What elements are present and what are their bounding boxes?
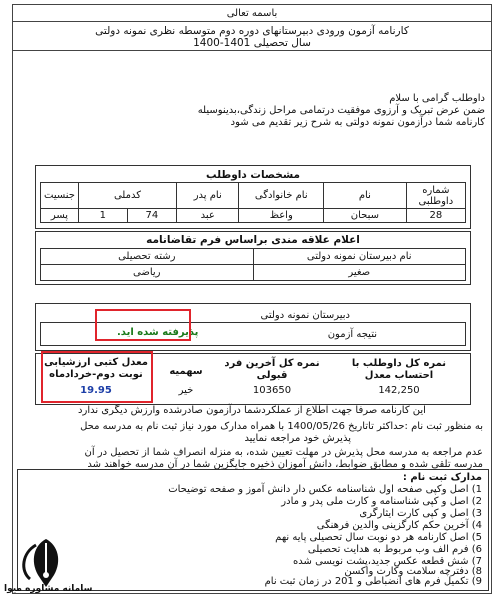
result-label: نتیجه آزمون bbox=[327, 329, 377, 340]
gpa-score: 19.95 bbox=[80, 385, 112, 396]
document-item: 2) اصل و کپی شناسنامه و کارت ملی پدر و مادر bbox=[281, 496, 482, 507]
greeting: داوطلب گرامی با سلام bbox=[389, 93, 485, 104]
total-score: 142,250 bbox=[378, 385, 420, 396]
value-cell: صغیر bbox=[253, 265, 466, 281]
header-cell: رشته تحصیلی bbox=[41, 249, 254, 265]
value-cell: واعظ bbox=[239, 209, 324, 223]
document-item: 5) اصل کارنامه هر دو نوبت سال تحصیلی پایه نهم bbox=[275, 532, 482, 543]
status-highlight bbox=[95, 309, 191, 341]
report-card bbox=[12, 4, 492, 594]
candidate-section bbox=[35, 165, 471, 229]
intro-line: کارنامه شما درآزمون نمونه دولتی به شرح زیر تقدیم می شود bbox=[230, 117, 485, 128]
gpa-highlight bbox=[41, 351, 153, 403]
bismillah: باسمه تعالی bbox=[226, 8, 278, 19]
documents-title: مدارک ثبت نام : bbox=[402, 472, 482, 483]
document-item: 8) دفترچه سلامت وکارت واکسن bbox=[344, 566, 482, 577]
score-header: نمره کل داوطلب با احتساب معدل bbox=[351, 358, 447, 381]
document-item: 6) فرم الف وب مربوط به هدایت تحصیلی bbox=[307, 544, 482, 555]
value-cell: 74 bbox=[127, 209, 176, 223]
site-logo bbox=[0, 535, 92, 597]
interest-table bbox=[40, 248, 466, 281]
header-cell: جنسیت bbox=[41, 183, 79, 209]
score-header: معدل کتبی ارزشیابی نوبت دوم-خردادماه bbox=[44, 357, 148, 380]
quota: خیر bbox=[178, 385, 194, 396]
header-cell: کدملی bbox=[78, 183, 176, 209]
score-header: سهمیه bbox=[169, 366, 203, 377]
value-cell: 28 bbox=[406, 209, 465, 223]
header-cell: نام bbox=[324, 183, 407, 209]
note-line: مدرسه تلقی شده و مطابق ضوابط، دانش آموزان ذخیره جایگزین شما در آن مدرسه خواهند شد bbox=[87, 459, 483, 470]
interest-section bbox=[35, 231, 471, 285]
page-title: کارنامه آزمون ورودی دبیرستانهای دوره دوم متوسطه نظری نمونه دولتی bbox=[95, 25, 409, 37]
value-cell: پسر bbox=[41, 209, 79, 223]
logo-text: سامانه مشاوره میوا bbox=[4, 584, 93, 594]
header-cell: نام خانوادگی bbox=[239, 183, 324, 209]
value-cell: عبد bbox=[177, 209, 239, 223]
document-item: 9) تکمیل فرم های انضباطی و 201 در زمان ثبت نام bbox=[264, 576, 482, 587]
header-cell: نام پدر bbox=[177, 183, 239, 209]
document-item: 4) آخرین حکم کارگزینی والدین فرهنگی bbox=[316, 520, 482, 531]
document-item: 1) اصل وکپی صفحه اول شناسنامه عکس دار دانش آموز و صفحه توضیحات bbox=[168, 484, 482, 495]
score-header: نمره کل آخرین فرد قبولی bbox=[224, 358, 320, 381]
document-item: 7) شش قطعه عکس جدید،پشت نویسی شده bbox=[293, 556, 482, 567]
note-line: به منظور ثبت نام :حداکثر تاتاریخ 1400/05/26 با همراه مدارک مورد نیاز ثبت نام به مدرسه محل bbox=[80, 421, 483, 432]
note-line: عدم مراجعه به مدرسه محل پذیرش در مهلت تعیین شده، به منزله انصراف شما از تحصیل در آن bbox=[84, 447, 483, 458]
disclaimer: این کارنامه صرفا جهت اطلاع از عملکردشما درآزمون صادرشده وارزش دیگری ندارد bbox=[78, 405, 426, 416]
admission-status: پذیرفته شده اید. bbox=[117, 327, 199, 338]
intro-line: ضمن عرض تبریک و آرزوی موفقیت درتمامی مراحل زندگی،بدینوسیله bbox=[197, 105, 485, 116]
section-title: اعلام علاقه مندی براساس فرم تقاضانامه bbox=[146, 234, 360, 246]
header-cell: شماره داوطلبی bbox=[406, 183, 465, 209]
divider bbox=[13, 50, 491, 51]
note-line: پذیرش خود مراجعه نمایید bbox=[244, 433, 351, 444]
value-cell: 1 bbox=[78, 209, 127, 223]
school-title: دبیرستان نمونه دولتی bbox=[260, 310, 350, 321]
candidate-table bbox=[40, 182, 466, 223]
value-cell: ریاضی bbox=[41, 265, 254, 281]
value-cell: سبحان bbox=[324, 209, 407, 223]
last-admitted-score: 103650 bbox=[252, 385, 292, 396]
document-item: 3) اصل و کپی کارت ایثارگری bbox=[359, 508, 482, 519]
academic-year: سال تحصیلی 1401-1400 bbox=[193, 37, 311, 49]
section-title: مشخصات داوطلب bbox=[205, 169, 301, 181]
header-cell: نام دبیرستان نمونه دولتی bbox=[253, 249, 466, 265]
divider bbox=[13, 21, 491, 22]
